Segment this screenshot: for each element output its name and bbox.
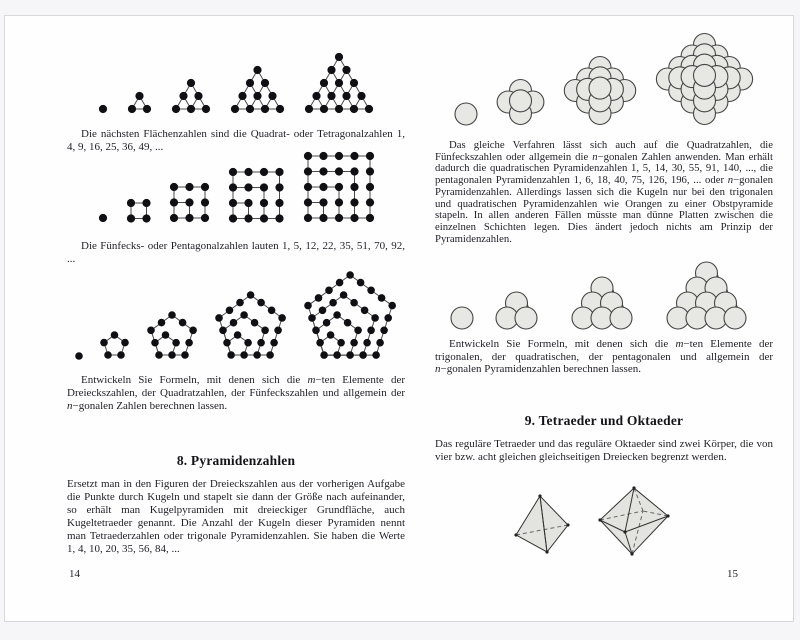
page-number-right: 15 — [727, 568, 738, 580]
section-heading-pyramidenzahlen: 8. Pyramidenzahlen — [176, 453, 296, 468]
octahedron-figure — [597, 486, 671, 556]
exercise-pyramidal-numbers: Entwickeln Sie Formeln, mit denen sich die m−ten Elemente der trigonalen, der quadratischen, der pentagonalen und allgemein der n−gonalen Pyramidenzahlen berechnen lassen. — [435, 338, 773, 376]
paragraph-pyramidenzahlen: Ersetzt man in den Figuren der Dreieckszahlen aus der vorherigen Aufgabe die Punkte durch Kugeln und stapelt sie dann der Größe nach aufeinander, so erhält man Kugelpyramiden mit dreieckiger Grundfläche, auch Kugeltetraeder genannt. Die Anzahl der Kugeln dieser Pyramiden nennt man Tetraederzahlen oder trigonale Pyramidenzahlen. Sie haben die Werte 1, 4, 10, 20, 35, 56, 84, ... — [67, 478, 405, 555]
section-heading-tetraeder-oktaeder: 9. Tetraeder und Oktaeder — [524, 413, 684, 428]
book-spread — [4, 15, 794, 622]
square-numbers-figure — [67, 152, 405, 224]
page-right — [435, 16, 773, 621]
square-pyramid-spheres-top-figure — [435, 30, 773, 128]
triangular-numbers-figure — [67, 53, 405, 115]
caption-pentagonal-numbers: Die Fünfecks- oder Pentagonalzahlen lauten 1, 5, 12, 22, 35, 51, 70, 92, ... — [67, 240, 405, 265]
platonic-solids-figure — [435, 484, 773, 556]
paragraph-pyramid-methods: Das gleiche Verfahren lässt sich auch auf die Quadratzahlen, die Fünfeckszahlen oder allgemein die n−gonalen Zahlen anwenden. Man erhält dadurch die quadratischen Pyramidenzahlen 1, 5, 14, 30, 55, 91, 140, ..., die pentagonalen Pyramidenzahlen 1, 6, 18, 40, 75, 126, 196, ... oder n−gonalen Pyramidenzahlen. Allerdings lassen sich die Kugeln nur bei den trigonalen und quadratischen Pyramidenzahlen wie Orangen zu einer Obstpyramide stapeln. In allen anderen Fällen müsste man dünne Platten zwischen die einzelnen Schichten legen. Dies ändert jedoch nichts am Prinzip der Pyramidenzahlen. — [435, 139, 773, 245]
paragraph-solids: Das reguläre Tetraeder und das reguläre Oktaeder sind zwei Körper, die von vier bzw. acht gleichen gleichseitigen Dreiecken begrenzt werden. — [435, 438, 773, 463]
page-left — [67, 16, 405, 621]
exercise-polygonal-numbers: Entwickeln Sie Formeln, mit denen sich die m−ten Elemente der Dreieckszahlen, der Quadratzahlen, der Fünfeckszahlen und allgemein der n−gonalen Zahlen berechnen lassen. — [67, 374, 405, 412]
caption-tetragonal-numbers: Die nächsten Flächenzahlen sind die Quadrat- oder Tetragonalzahlen 1, 4, 9, 16, 25, 36, 49, ... — [67, 128, 405, 153]
pentagonal-numbers-figure — [67, 274, 405, 362]
page-number-left: 14 — [69, 568, 80, 580]
triangular-pyramid-spheres-side-figure — [435, 254, 773, 331]
tetrahedron-figure — [513, 492, 571, 556]
